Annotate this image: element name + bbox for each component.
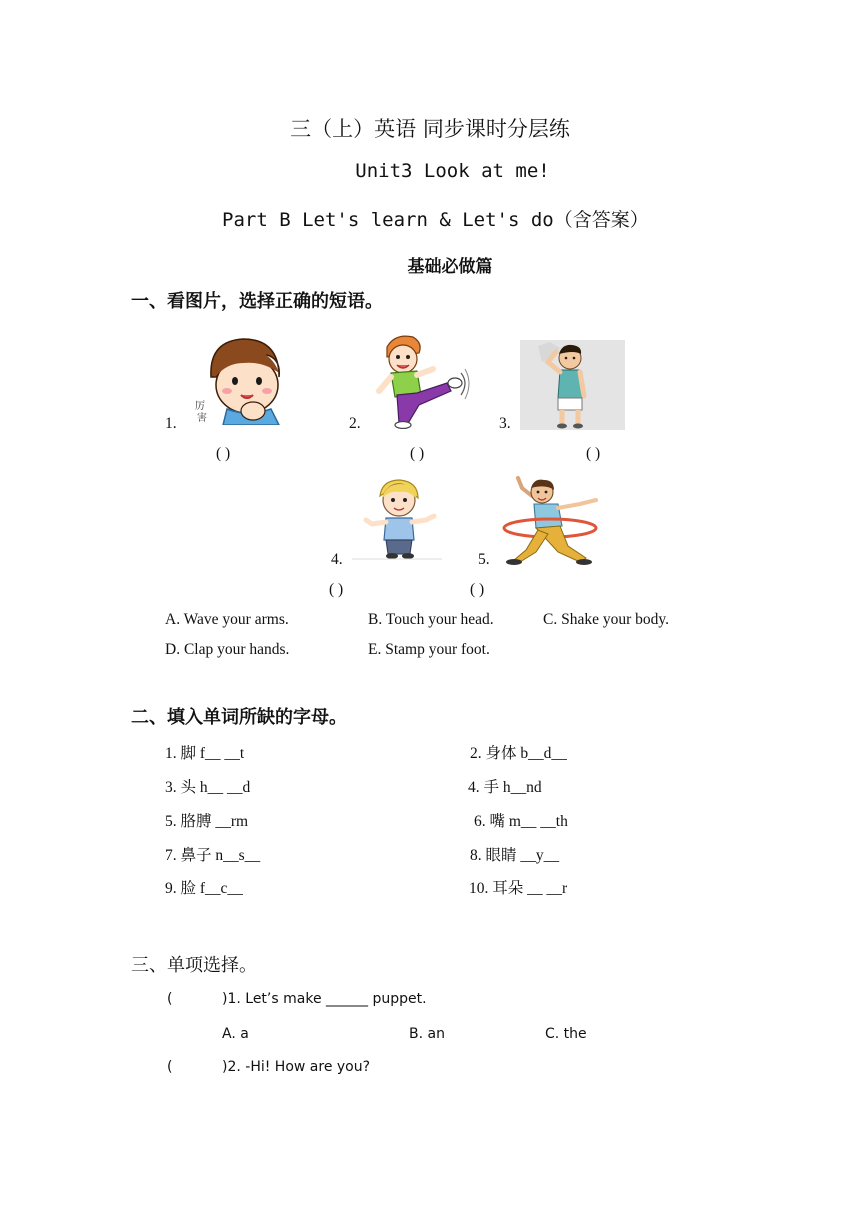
man-shaking-body-image [496,474,606,566]
answer-blank-5[interactable]: ( ) [470,581,485,598]
fill-item-7[interactable]: 7. 鼻子 n__s__ [165,847,261,864]
answer-blank-2[interactable]: ( ) [410,445,425,462]
svg-text:厉: 厉 [195,401,205,412]
picture-number-2: 2. [349,415,361,432]
section1-heading: 一、看图片，选择正确的短语。 [131,291,383,312]
fill-item-6[interactable]: 6. 嘴 m__ __th [474,813,568,830]
fill-item-5[interactable]: 5. 胳膊 __rm [165,813,249,830]
option-a: A. Wave your arms. [165,611,289,628]
fill-item-3[interactable]: 3. 头 h__ __d [165,779,251,796]
section3-heading: 三、单项选择。 [131,955,257,976]
section2-heading: 二、填入单词所缺的字母。 [131,707,347,728]
fill-item-4[interactable]: 4. 手 h__nd [468,779,542,796]
boy-clapping-hands-image [193,333,293,425]
picture-number-5: 5. [478,551,490,568]
question-2-paren[interactable]: ( [167,1059,173,1075]
option-c: C. Shake your body. [543,611,669,628]
part-title: Part B Let's learn & Let's do（含答案） [222,209,649,231]
answer-blank-3[interactable]: ( ) [586,445,601,462]
answer-blank-1[interactable]: ( ) [216,445,231,462]
worksheet-title: 三（上）英语 同步课时分层练 [290,117,570,141]
picture-number-3: 3. [499,415,511,432]
picture-number-4: 4. [331,551,343,568]
picture-number-1: 1. [165,415,177,432]
question-1-choice-b[interactable]: B. an [409,1026,445,1042]
fill-item-10[interactable]: 10. 耳朵 __ __r [469,880,568,897]
option-d: D. Clap your hands. [165,641,290,658]
unit-title: Unit3 Look at me! [355,160,550,182]
question-1-paren[interactable]: ( [167,991,173,1007]
level-title: 基础必做篇 [407,257,493,277]
fill-item-2[interactable]: 2. 身体 b__d__ [470,745,567,762]
option-e: E. Stamp your foot. [368,641,490,658]
fill-item-1[interactable]: 1. 脚 f__ __t [165,745,245,762]
man-touching-head-image [520,340,625,430]
fill-item-9[interactable]: 9. 脸 f__c__ [165,880,243,897]
boy-waving-arms-image [352,478,442,560]
answer-blank-4[interactable]: ( ) [329,581,344,598]
fill-item-8[interactable]: 8. 眼睛 __y__ [470,847,560,864]
question-1-choice-c[interactable]: C. the [545,1026,587,1042]
option-b: B. Touch your head. [368,611,494,628]
question-1-stem: )1. Let’s make ______ puppet. [222,991,427,1007]
question-1-choice-a[interactable]: A. a [222,1026,249,1042]
boy-stamping-foot-image [373,333,473,429]
question-2-stem: )2. -Hi! How are you? [222,1059,371,1075]
svg-text:害: 害 [197,413,207,424]
